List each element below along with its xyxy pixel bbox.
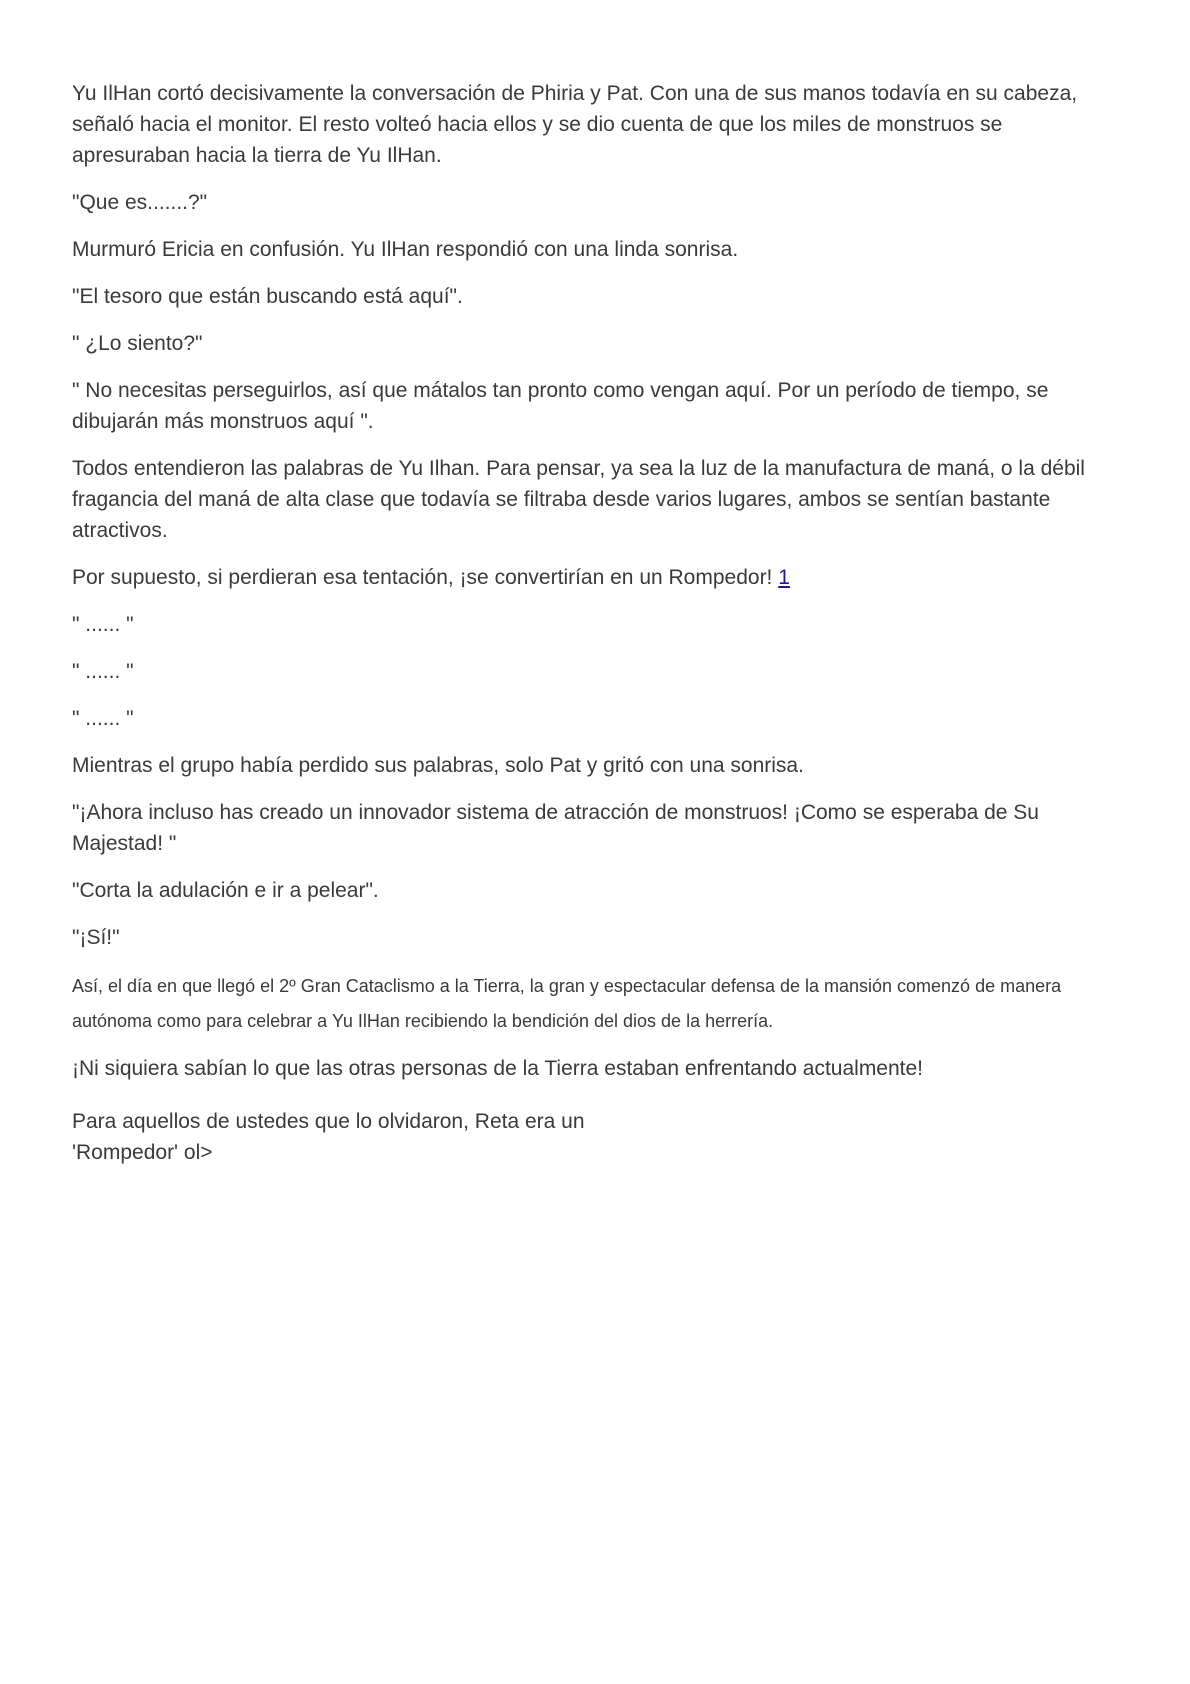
paragraph: Todos entendieron las palabras de Yu Ilhan. Para pensar, ya sea la luz de la manufactura de maná, o la débil fragancia del maná de alta clase que todavía se filtraba desde varios lugares, ambos se sentían bastante atractivos. bbox=[72, 457, 1085, 542]
paragraph: "El tesoro que están buscando está aquí". bbox=[72, 285, 463, 308]
document-page bbox=[72, 78, 1122, 1168]
paragraph: Murmuró Ericia en confusión. Yu IlHan respondió con una linda sonrisa. bbox=[72, 238, 739, 261]
paragraph: Así, el día en que llegó el 2º Gran Cataclismo a la Tierra, la gran y espectacular defensa de la mansión comenzó de manera autónoma como para celebrar a Yu IlHan recibiendo la bendición del dios de la herrería. bbox=[72, 976, 1062, 1031]
paragraph: "Corta la adulación e ir a pelear". bbox=[72, 879, 379, 902]
paragraph: "Que es.......?" bbox=[72, 191, 208, 214]
paragraph: Mientras el grupo había perdido sus palabras, solo Pat y gritó con una sonrisa. bbox=[72, 754, 804, 777]
paragraph: " ...... " bbox=[72, 613, 134, 636]
paragraph: Yu IlHan cortó decisivamente la conversación de Phiria y Pat. Con una de sus manos todavía en su cabeza, señaló hacia el monitor. El resto volteó hacia ellos y se dio cuenta de que los miles de monstruos se apresuraban hacia la tierra de Yu IlHan. bbox=[72, 82, 1078, 167]
paragraph-text: Por supuesto, si perdieran esa tentación, ¡se convertirían en un Rompedor! bbox=[72, 566, 779, 589]
endnote bbox=[72, 1106, 1122, 1168]
paragraph: ¡Ni siquiera sabían lo que las otras personas de la Tierra estaban enfrentando actualmente! bbox=[72, 1057, 924, 1080]
paragraph: " ¿Lo siento?" bbox=[72, 332, 203, 355]
paragraph: "¡Ahora incluso has creado un innovador sistema de atracción de monstruos! ¡Como se esperaba de Su Majestad! " bbox=[72, 801, 1039, 855]
footnote-link[interactable]: 1 bbox=[778, 566, 790, 589]
paragraph-with-footnote bbox=[72, 562, 1122, 593]
endnote-line: 'Rompedor' ol> bbox=[72, 1141, 213, 1164]
paragraph: "¡Sí!" bbox=[72, 926, 120, 949]
paragraph: " ...... " bbox=[72, 707, 134, 730]
paragraph: " No necesitas perseguirlos, así que mátalos tan pronto como vengan aquí. Por un período de tiempo, se dibujarán más monstruos aquí ". bbox=[72, 379, 1049, 433]
endnote-line: Para aquellos de ustedes que lo olvidaron, Reta era un bbox=[72, 1110, 585, 1133]
paragraph: " ...... " bbox=[72, 660, 134, 683]
